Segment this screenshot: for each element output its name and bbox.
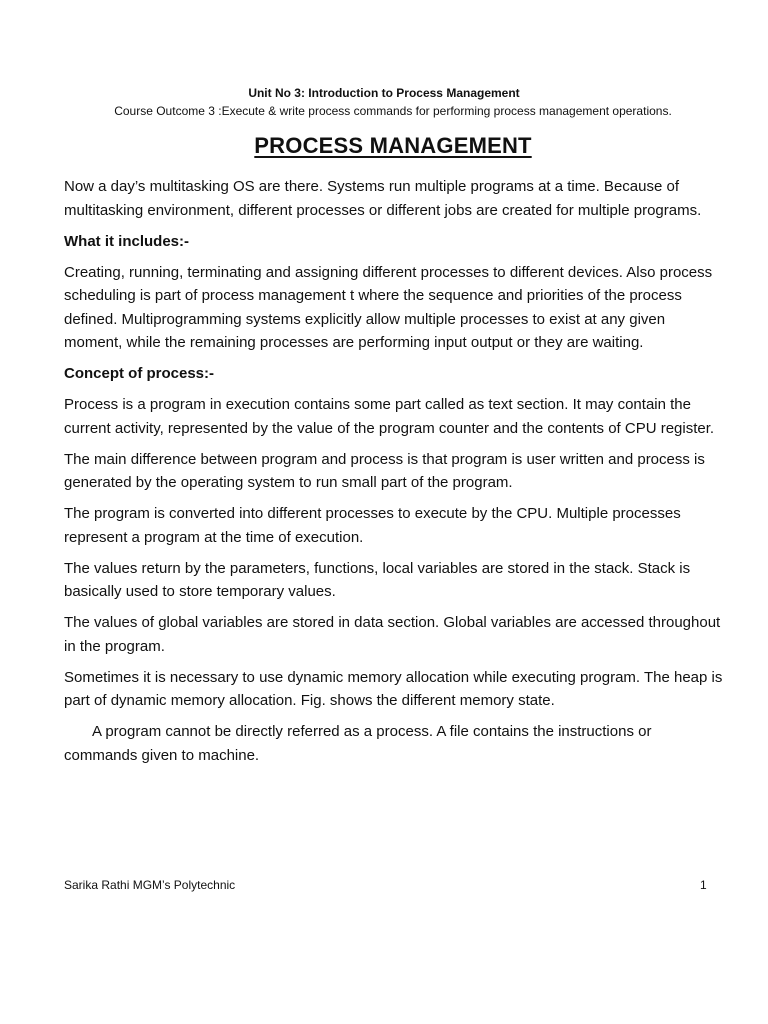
body-paragraph: The values of global variables are stored in data section. Global variables are accessed throughout in the program. bbox=[64, 614, 721, 655]
includes-paragraph: Creating, running, terminating and assigning different processes to different devices. Also process scheduling is part of process management t where the sequence and priorities of the process defined. Multiprogramming systems explicitly allow multiple processes to exist at any given moment, while the remaining processes are performing input output or they are waiting. bbox=[64, 263, 713, 351]
body-paragraph: The program is converted into different processes to execute by the CPU. Multiple processes represent a program at the time of execution. bbox=[64, 505, 681, 546]
page-title: PROCESS MANAGEMENT bbox=[254, 133, 532, 158]
section-heading-includes: What it includes:- bbox=[64, 232, 189, 250]
footer-author: Sarika Rathi MGM’s Polytechnic bbox=[64, 878, 236, 892]
body-paragraph: The main difference between program and process is that program is user written and process is generated by the operating system to run small part of the program. bbox=[64, 450, 705, 491]
body-paragraph: Process is a program in execution contains some part called as text section. It may contain the current activity, represented by the value of the program counter and the contents of CPU register. bbox=[64, 396, 715, 437]
section-heading-concept: Concept of process:- bbox=[64, 365, 215, 382]
intro-paragraph: Now a day’s multitasking OS are there. Systems run multiple programs at a time. Because of multitasking environment, different processes or different jobs are created for multiple programs. bbox=[64, 178, 702, 219]
body-paragraph: The values return by the parameters, functions, local variables are stored in the stack. Stack is basically used to store temporary values. bbox=[64, 559, 691, 600]
body-paragraph: A program cannot be directly referred as a process. A file contains the instructions or commands given to machine. bbox=[64, 723, 652, 764]
course-outcome: Course Outcome 3 :Execute & write process commands for performing process management operations. bbox=[114, 104, 672, 118]
document-body bbox=[64, 175, 724, 775]
unit-title: Unit No 3: Introduction to Process Management bbox=[248, 86, 520, 100]
page-number: 1 bbox=[700, 878, 707, 892]
body-paragraph: Sometimes it is necessary to use dynamic memory allocation while executing program. The heap is part of dynamic memory allocation. Fig. shows the different memory state. bbox=[64, 668, 723, 709]
